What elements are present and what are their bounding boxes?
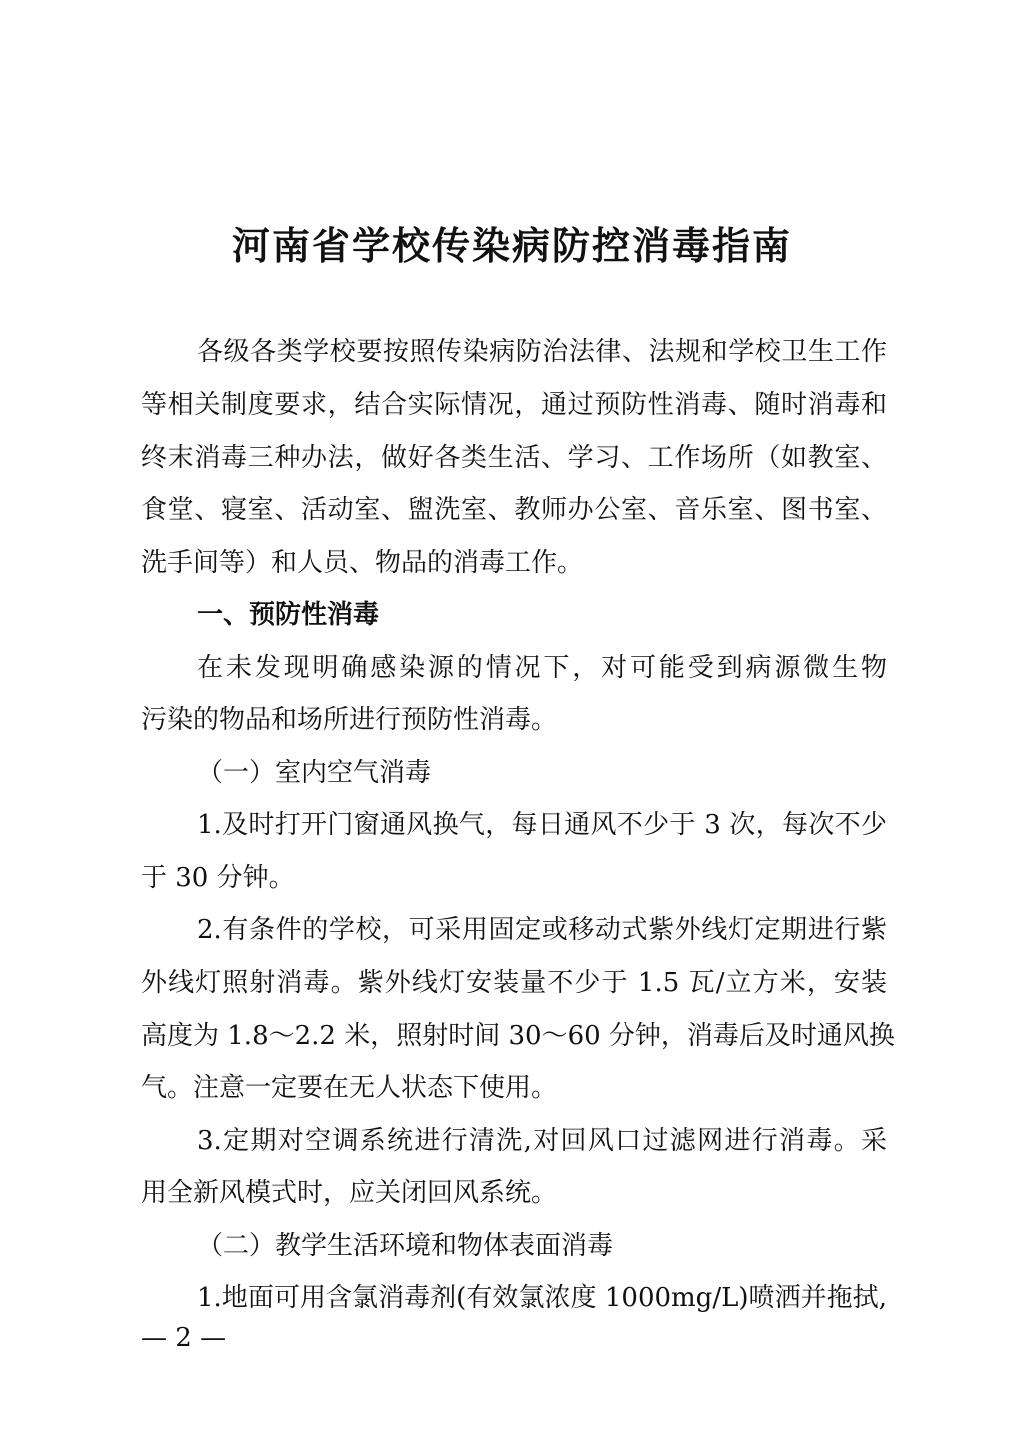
document-title: 河南省学校传染病防控消毒指南 [231, 223, 792, 268]
section1-intro-line-2: 污染的物品和场所进行预防性消毒。 [141, 705, 558, 735]
section1-intro-line-1: 在未发现明确感染源的情况下，对可能受到病源微生物 [197, 653, 887, 683]
air-item-2-line-4: 气。注意一定要在无人状态下使用。 [141, 1073, 558, 1103]
subsection-heading-indoor-air: （一）室内空气消毒 [197, 758, 432, 788]
intro-line-3: 终末消毒三种办法，做好各类生活、学习、工作场所（如教室、 [141, 443, 887, 473]
surface-item-1-line-1: 1.地面可用含氯消毒剂(有效氯浓度 1000mg/L)喷洒并拖拭, [197, 1283, 887, 1313]
air-item-2-line-1: 2.有条件的学校，可采用固定或移动式紫外线灯定期进行紫 [197, 915, 887, 945]
air-item-1-line-1: 1.及时打开门窗通风换气，每日通风不少于 3 次，每次不少 [197, 810, 887, 840]
intro-line-2: 等相关制度要求，结合实际情况，通过预防性消毒、随时消毒和 [141, 390, 887, 420]
air-item-2-line-2: 外线灯照射消毒。紫外线灯安装量不少于 1.5 瓦/立方米，安装 [141, 968, 887, 998]
air-item-3-line-1: 3.定期对空调系统进行清洗,对回风口过滤网进行消毒。采 [197, 1126, 887, 1156]
subsection-heading-surface-disinfection: （二）教学生活环境和物体表面消毒 [197, 1231, 614, 1261]
intro-line-4: 食堂、寝室、活动室、盥洗室、教师办公室、音乐室、图书室、 [141, 495, 887, 525]
air-item-2-line-3: 高度为 1.8～2.2 米，照射时间 30～60 分钟，消毒后及时通风换 [141, 1021, 895, 1051]
air-item-1-line-2: 于 30 分钟。 [141, 863, 295, 893]
air-item-3-line-2: 用全新风模式时，应关闭回风系统。 [141, 1178, 558, 1208]
intro-line-5: 洗手间等）和人员、物品的消毒工作。 [141, 548, 584, 578]
section-heading-preventive: 一、预防性消毒 [197, 600, 380, 630]
page-number: — 2 — [141, 1323, 227, 1353]
intro-line-1: 各级各类学校要按照传染病防治法律、法规和学校卫生工作 [197, 337, 887, 367]
